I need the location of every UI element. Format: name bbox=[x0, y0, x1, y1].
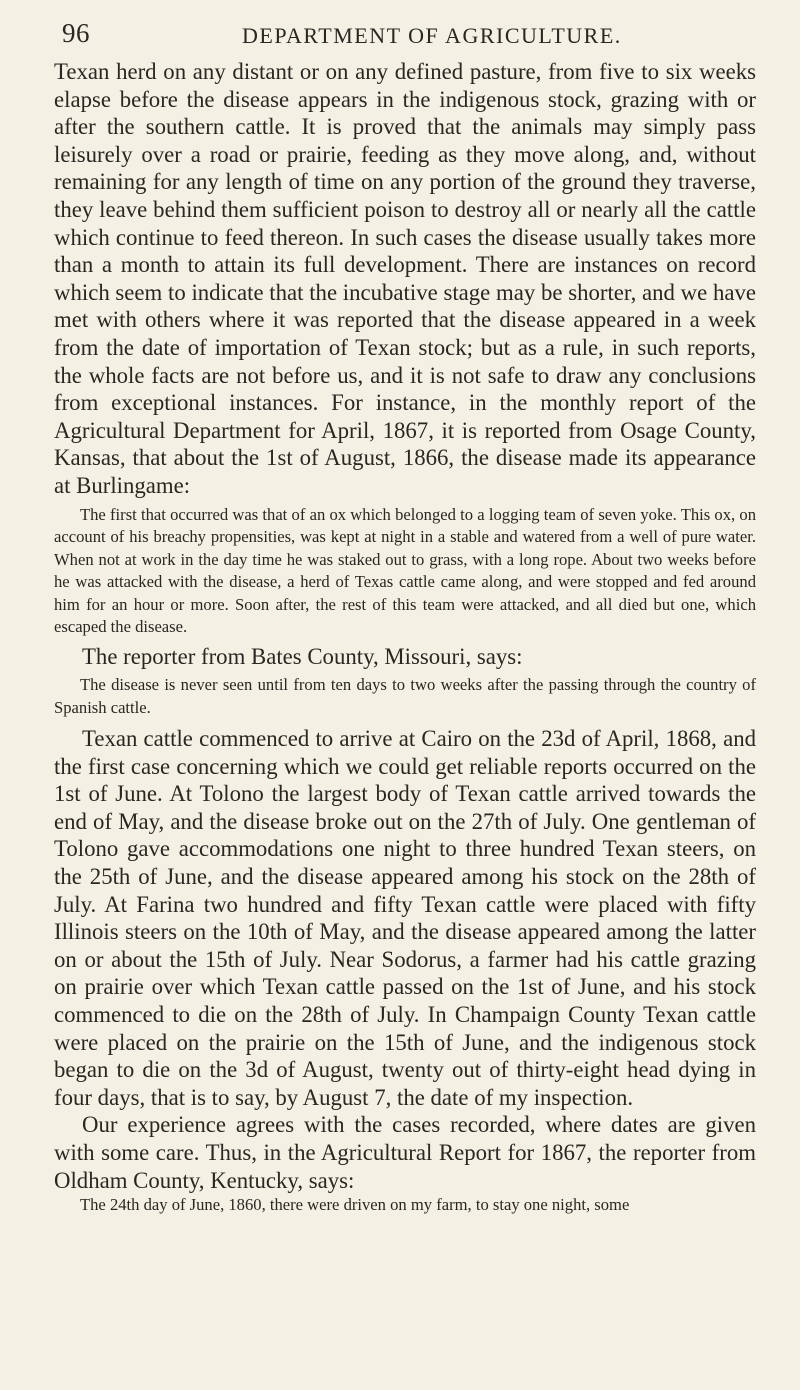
quote-oldham-county: The 24th day of June, 1860, there were driven on my farm, to stay one night, some bbox=[80, 1195, 630, 1215]
paragraph-incubation: Texan herd on any distant or on any defined pasture, from five to six weeks elapse before the disease appears in the indigenous stock, grazing with or after the southern cattle. It is proved that the animals may simply pass leisurely over a road or prairie, feeding as they move along, and, without remaining for any length of time on any portion of the ground they traverse, they leave behind them sufficient poison to destroy all or nearly all the cattle which continue to feed thereon. In such cases the disease usually takes more than a month to attain its full development. There are instances on record which seem to indicate that the incubative stage may be shorter, and we have met with others where it was reported that the disease appeared in a week from the date of importation of Texan stock; but as a rule, in such reports, the whole facts are not before us, and it is not safe to draw any conclusions from exceptional instances. For instance, in the monthly report of the Agricultural Department for April, 1867, it is reported from Osage County, Kansas, that about the 1st of August, 1866, the disease made its appearance at Burlingame: bbox=[54, 59, 756, 498]
paragraph-oldham-county: Our experience agrees with the cases recorded, where dates are given with some care. Thus, in the Agricultural Report for 1867, the reporter from Oldham County, Kentucky, says: bbox=[54, 1112, 756, 1193]
running-header bbox=[54, 14, 756, 54]
page-number: 96 bbox=[62, 18, 90, 48]
quote-burlingame: The first that occurred was that of an ox which belonged to a logging team of seven yoke. This ox, on account of his breachy propensities, was kept at night in a stable and watered from a well of pure water. When not at work in the day time he was staked out to grass, with a long rope. About two weeks before he was attacked with the disease, a herd of Texas cattle came along, and were stopped and fed around him for an hour or more. Soon after, the rest of this team were attacked, and all died but one, which escaped the disease. bbox=[54, 504, 756, 636]
paragraph-bates-county: The reporter from Bates County, Missouri, says: bbox=[82, 643, 523, 669]
quote-bates-county: The disease is never seen until from ten days to two weeks after the passing through the country of Spanish cattle. bbox=[54, 675, 756, 717]
paragraph-cairo-tolono: Texan cattle commenced to arrive at Cairo on the 23d of April, 1868, and the first case concerning which we could get reliable reports occurred on the 1st of June. At Tolono the largest body of Texan cattle arrived towards the end of May, and the disease broke out on the 27th of July. One gentleman of Tolono gave accommodations one night to three hundred Texan steers, on the 25th of June, and the disease appeared among his stock on the 28th of July. At Farina two hundred and fifty Texan cattle were placed with fifty Illinois steers on the 10th of May, and the disease appeared among the latter on or about the 15th of July. Near Sodorus, a farmer had his cattle grazing on prairie over which Texan cattle passed on the 1st of June, and his stock commenced to die on the 28th of July. In Champaign County Texan cattle were placed on the prairie on the 15th of June, and the indigenous stock began to die on the 3d of August, twenty out of thirty-eight head dying in four days, that is to say, by August 7, the date of my inspection. bbox=[54, 726, 756, 1110]
header-title: DEPARTMENT OF AGRICULTURE. bbox=[242, 23, 622, 48]
